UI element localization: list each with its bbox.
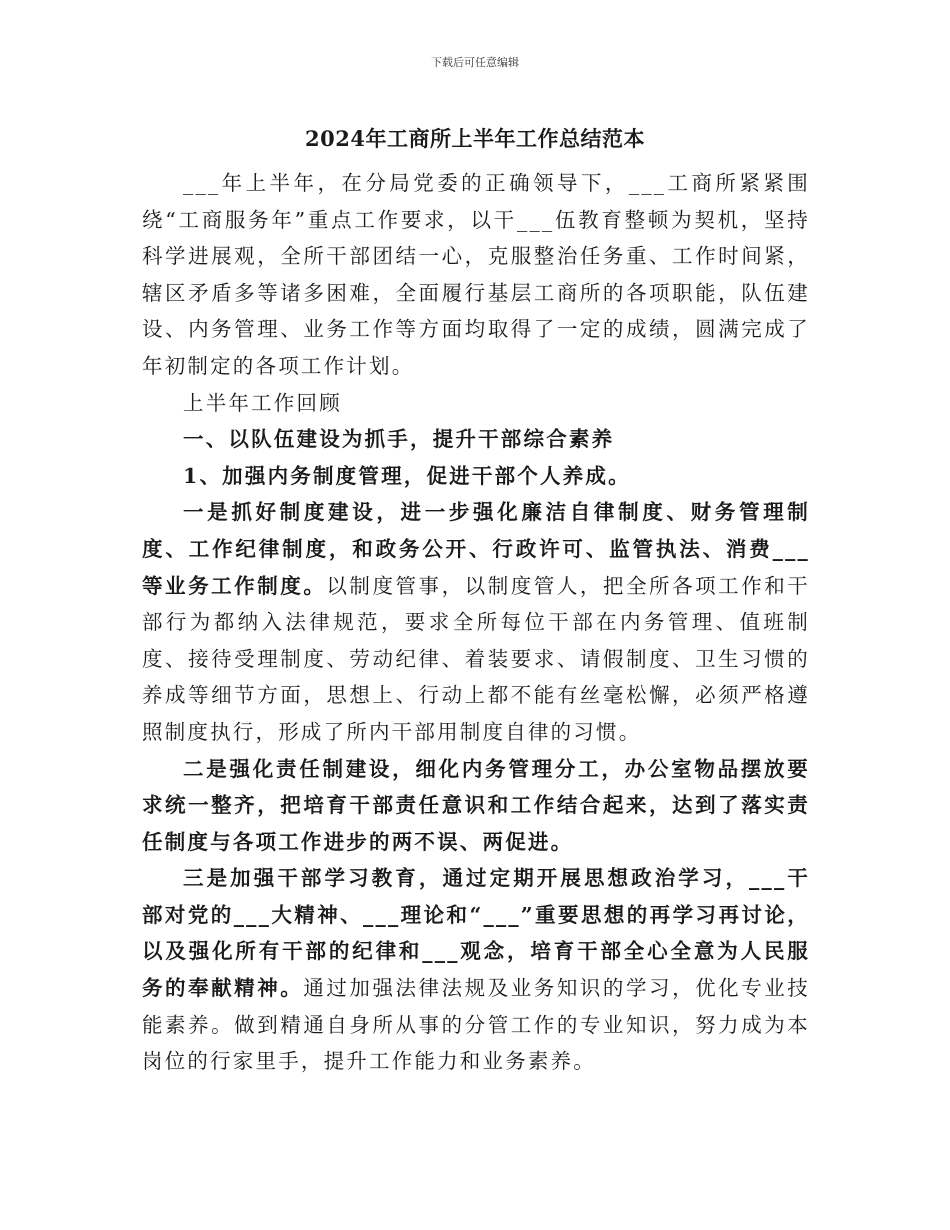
paragraph-3-bold: 三是加强干部学习教育，通过定期开展思想政治学习，___干部对党的___大精神、___理论和“___”重要思想的再学习再讨论，以及强化所有干部的纪律和___观念，培育干部全心全意为人民服务的奉献精神。 (142, 866, 810, 1001)
paragraph-3 (142, 860, 810, 1080)
paragraph-1 (142, 494, 810, 750)
review-heading: 上半年工作回顾 (183, 390, 342, 415)
paragraph-3-rest: 通过加强法律法规及业务知识的学习，优化专业技能素养。做到精通自身所从事的分管工作的专业知识，努力成为本岗位的行家里手，提升工作能力和业务素养。 (142, 976, 810, 1074)
document-body (142, 165, 810, 1080)
paragraph-2-bold: 二是强化责任制建设，细化内务管理分工，办公室物品摆放要求统一整齐，把培育干部责任意识和工作结合起来，达到了落实责任制度与各项工作进步的两不误、两促进。 (142, 756, 810, 854)
paragraph-1-rest: 以制度管事，以制度管人，把全所各项工作和干部行为都纳入法律规范，要求全所每位干部在内务管理、值班制度、接待受理制度、劳动纪律、着装要求、请假制度、卫生习惯的养成等细节方面，思想上、行动上都不能有丝毫松懈，必须严格遵照制度执行，形成了所内干部用制度自律的习惯。 (142, 573, 810, 744)
paragraph-1-bold: 一是抓好制度建设，进一步强化廉洁自律制度、财务管理制度、工作纪律制度，和政务公开、行政许可、监管执法、消费___等业务工作制度。 (142, 500, 810, 598)
header-note: 下载后可任意编辑 (431, 56, 519, 69)
document-title: 2024年工商所上半年工作总结范本 (305, 126, 645, 151)
section1-heading: 一、以队伍建设为抓手，提升干部综合素养 (183, 427, 615, 452)
paragraph-2 (142, 751, 810, 861)
intro-paragraph: ___年上半年，在分局党委的正确领导下，___工商所紧紧围绕“工商服务年”重点工作要求，以干___伍教育整顿为契机，坚持科学进展观，全所干部团结一心，克服整治任务重、工作时间紧，辖区矛盾多等诸多困难，全面履行基层工商所的各项职能，队伍建设、内务管理、业务工作等方面均取得了一定的成绩，圆满完成了年初制定的各项工作计划。 (142, 171, 810, 378)
sub1-heading: 1、加强内务制度管理，促进干部个人养成。 (183, 463, 631, 488)
